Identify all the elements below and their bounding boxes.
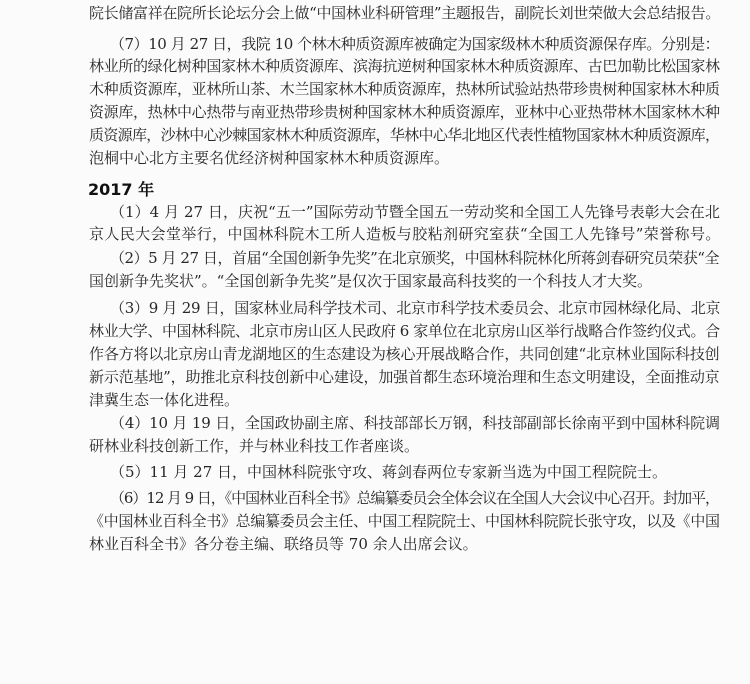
text-line: 京人民大会堂举行，中国林科院木工所人造板与胶粘剂研究室获“全国工人先锋号”荣誉称号。: [89, 225, 721, 243]
text-line: （4）10 月 19 日，全国政协副主席、科技部部长万钢，科技部副部长徐南平到中国林科院调: [110, 414, 720, 432]
text-line: 木种质资源库，亚林所山茶、木兰国家林木种质资源库，热林所试验站热带珍贵树种国家林木种质: [89, 80, 720, 98]
text-line: 研林业科技创新工作，并与林业科技工作者座谈。: [89, 437, 420, 455]
text-line: 《中国林业百科全书》总编纂委员会主任、中国工程院院士、中国林科院院长张守攻，以及《中国: [89, 512, 720, 530]
text-line: 林业所的绿化树种国家林木种质资源库、滨海抗逆树种国家林木种质资源库、古巴加勒比松国家林: [89, 57, 720, 75]
text-line: 作各方将以北京房山青龙湖地区的生态建设为核心开展战略合作，共同创建“北京林业国际科技创: [89, 345, 720, 363]
text-line: 泡桐中心北方主要名优经济树种国家林木种质资源库。: [89, 149, 450, 167]
text-line: （5）11 月 27 日，中国林科院张守攻、蒋剑春两位专家新当选为中国工程院院士。: [110, 463, 668, 481]
text-line: 质资源库，沙林中心沙棘国家林木种质资源库，华林中心华北地区代表性植物国家林木种质资源库，: [89, 126, 720, 144]
text-line: （6）12 月 9 日，《中国林业百科全书》总编纂委员会全体会议在全国人大会议中心召开。封加平，: [110, 489, 719, 507]
text-line: 新示范基地”，助推北京科技创新中心建设，加强首都生态环境治理和生态文明建设，全面推动京: [89, 368, 720, 386]
text-line: 林业百科全书》各分卷主编、联络员等 70 余人出席会议。: [89, 535, 478, 553]
year-heading: 2017 年: [88, 180, 155, 199]
text-line: 津冀生态一体化进程。: [89, 391, 240, 409]
text-line: （1）4 月 27 日，庆祝“五一”国际劳动节暨全国五一劳动奖和全国工人先锋号表彰大会在北: [110, 203, 720, 221]
text-line: 院长储富祥在院所长论坛分会上做“中国林业科研管理”主题报告，副院长刘世荣做大会总结报告。: [89, 4, 721, 22]
text-line: 林业大学、中国林科院、北京市房山区人民政府 6 家单位在北京房山区举行战略合作签约仪式。合: [89, 322, 720, 340]
text-line: （2）5 月 27 日，首届“全国创新争先奖”在北京颁奖，中国林科院林化所蒋剑春研究员荣获“全: [110, 249, 720, 267]
text-line: （3）9 月 29 日，国家林业局科学技术司、北京市科学技术委员会、北京市园林绿化局、北京: [110, 299, 721, 317]
text-line: 国创新争先奖状”。“全国创新争先奖”是仅次于国家最高科技奖的一个科技人才大奖。: [89, 272, 653, 290]
text-line: （7）10 月 27 日，我院 10 个林木种质资源库被确定为国家级林木种质资源保存库。分别是：: [110, 35, 720, 53]
text-line: 资源库，热林中心热带与南亚热带珍贵树种国家林木种质资源库，亚林中心亚热带林木国家林木种: [89, 103, 720, 121]
